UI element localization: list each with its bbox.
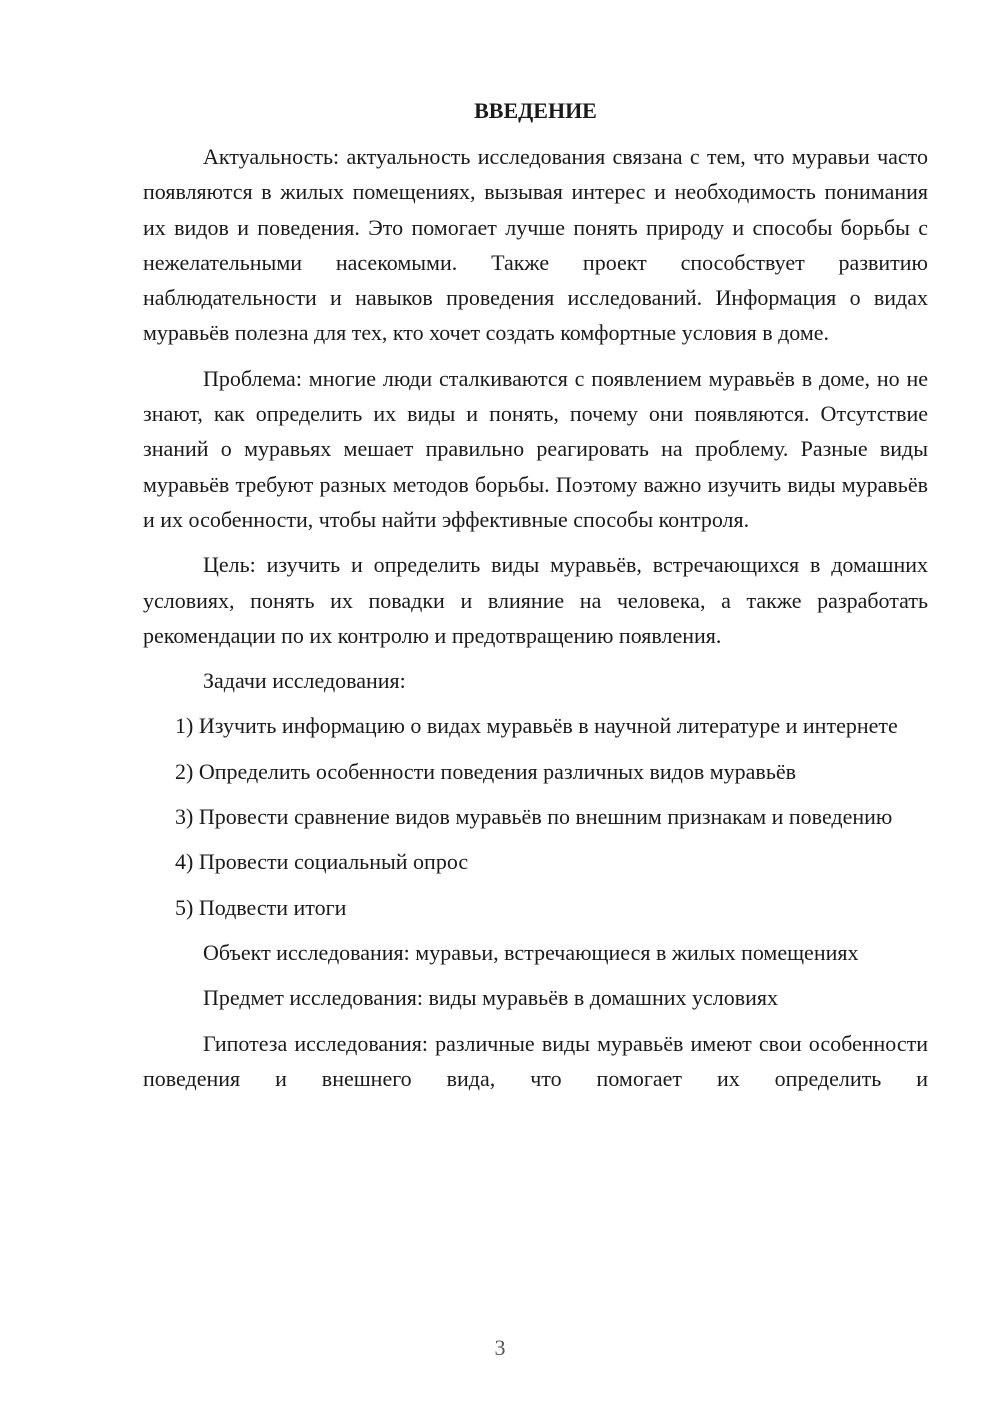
task-item-1: 1) Изучить информацию о видах муравьёв в научной литературе и интернете bbox=[175, 713, 898, 739]
paragraph-hypothesis: Гипотеза исследования: различные виды муравьёв имеют свои особенности поведения и внешнего вида, что помогает их определить и bbox=[143, 1030, 928, 1091]
tasks-list bbox=[143, 708, 928, 924]
section-title: ВВЕДЕНИЕ bbox=[474, 98, 597, 123]
paragraph-object: Объект исследования: муравьи, встречающиеся в жилых помещениях bbox=[203, 939, 859, 965]
task-item-5: 5) Подвести итоги bbox=[175, 894, 347, 920]
paragraph-problem: Проблема: многие люди сталкиваются с появлением муравьёв в доме, но не знают, как определить их виды и понять, почему они появляются. Отсутствие знаний о муравьях мешает правильно реагировать на проблему. Разные виды муравьёв требуют разных методов борьбы. Поэтому важно изучить виды муравьёв и их особенности, чтобы найти эффективные способы контроля. bbox=[143, 365, 928, 532]
task-item-3: 3) Провести сравнение видов муравьёв по внешним признакам и поведению bbox=[175, 804, 893, 830]
page-content bbox=[143, 96, 928, 1096]
paragraph-subject: Предмет исследования: виды муравьёв в домашних условиях bbox=[203, 985, 779, 1011]
page-number: 3 bbox=[494, 1335, 506, 1360]
paragraph-tasks-heading: Задачи исследования: bbox=[203, 668, 406, 694]
paragraph-relevance: Актуальность: актуальность исследования связана с тем, что муравьи часто появляются в жилых помещениях, вызывая интерес и необходимость понимания их видов и поведения. Это помогает лучше понять природу и способы борьбы с нежелательными насекомыми. Также проект способствует развитию наблюдательности и навыков проведения исследований. Информация о видах муравьёв полезна для тех, кто хочет создать комфортные условия в доме. bbox=[143, 144, 928, 346]
task-item-2: 2) Определить особенности поведения различных видов муравьёв bbox=[175, 758, 797, 784]
paragraph-goal: Цель: изучить и определить виды муравьёв, встречающихся в домашних условиях, понять их повадки и влияние на человека, а также разработать рекомендации по их контролю и предотвращению появления. bbox=[143, 552, 928, 648]
task-item-4: 4) Провести социальный опрос bbox=[175, 849, 469, 875]
